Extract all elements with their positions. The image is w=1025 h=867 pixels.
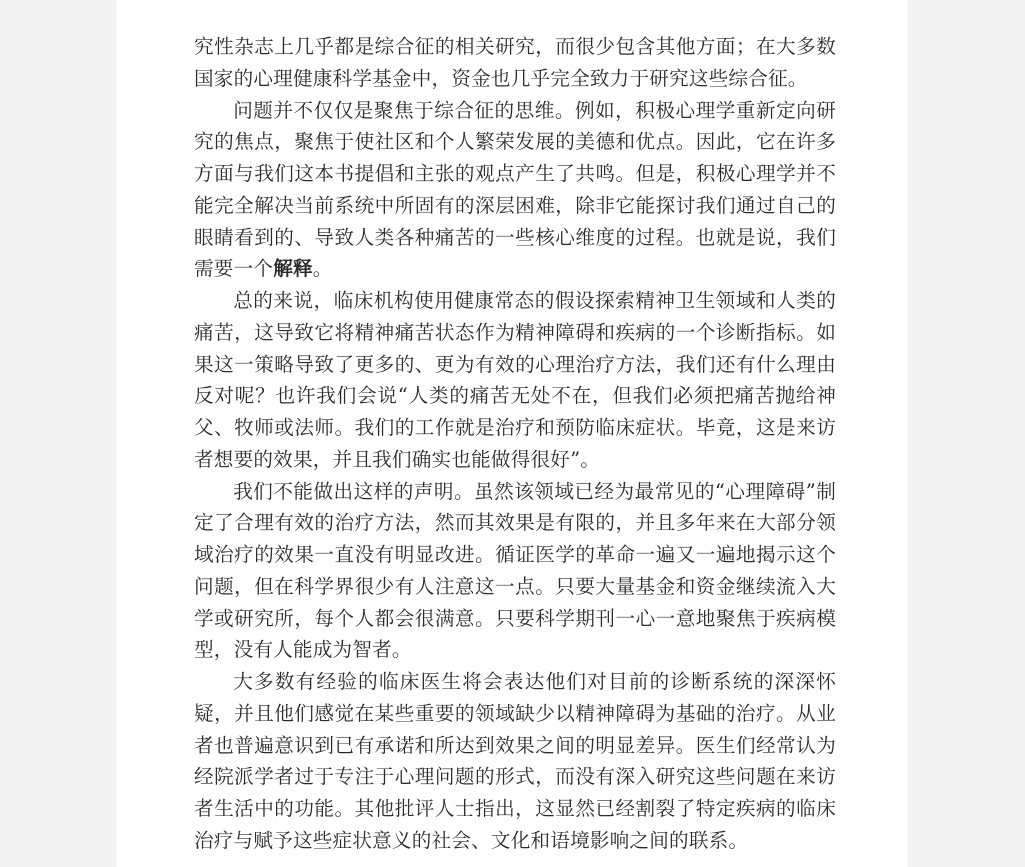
paragraph — [194, 666, 836, 857]
paragraph-text: 。 — [312, 257, 333, 281]
paragraph-text: 究性杂志上几乎都是综合征的相关研究，而很少包含其他方面；在大多数国家的心理健康科学基金中，资金也几乎完全致力于研究这些综合征。 — [194, 35, 836, 90]
paragraph — [194, 31, 836, 95]
paragraph-text: 总的来说，临床机构使用健康常态的假设探索精神卫生领域和人类的痛苦，这导致它将精神痛苦状态作为精神障碍和疾病的一个诊断指标。如果这一策略导致了更多的、更为有效的心理治疗方法，我们还有什么理由反对呢？也许我们会说“人类的痛苦无处不在，但我们必须把痛苦抛给神父、牧师或法师。我们的工作就是治疗和预防临床症状。毕竟，这是来访者想要的效果，并且我们确实也能做得很好”。 — [194, 289, 836, 471]
document-page — [116, 0, 908, 867]
paragraph — [194, 285, 836, 476]
body-text — [194, 31, 836, 857]
emphasized-text: 解释 — [273, 257, 313, 281]
paragraph-text: 我们不能做出这样的声明。虽然该领域已经为最常见的“心理障碍”制定了合理有效的治疗方法，然而其效果是有限的，并且多年来在大部分领域治疗的效果一直没有明显改进。循证医学的革命一遍又一遍地揭示这个问题，但在科学界很少有人注意这一点。只要大量基金和资金继续流入大学或研究所，每个人都会很满意。只要科学期刊一心一意地聚焦于疾病模型，没有人能成为智者。 — [194, 479, 836, 662]
paragraph — [194, 476, 836, 667]
paragraph-text: 问题并不仅仅是聚焦于综合征的思维。例如，积极心理学重新定向研究的焦点，聚焦于使社区和个人繁荣发展的美德和优点。因此，它在许多方面与我们这本书提倡和主张的观点产生了共鸣。但是，积极心理学并不能完全解决当前系统中所固有的深层困难，除非它能探讨我们通过自己的眼睛看到的、导致人类各种痛苦的一些核心维度的过程。也就是说，我们需要一个 — [194, 98, 836, 281]
paragraph — [194, 95, 836, 286]
paragraph-text: 大多数有经验的临床医生将会表达他们对目前的诊断系统的深深怀疑，并且他们感觉在某些重要的领域缺少以精神障碍为基础的治疗。从业者也普遍意识到已有承诺和所达到效果之间的明显差异。医生们经常认为经院派学者过于专注于心理问题的形式，而没有深入研究这些问题在来访者生活中的功能。其他批评人士指出，这显然已经割裂了特定疾病的临床治疗与赋予这些症状意义的社会、文化和语境影响之间的联系。 — [194, 670, 836, 852]
